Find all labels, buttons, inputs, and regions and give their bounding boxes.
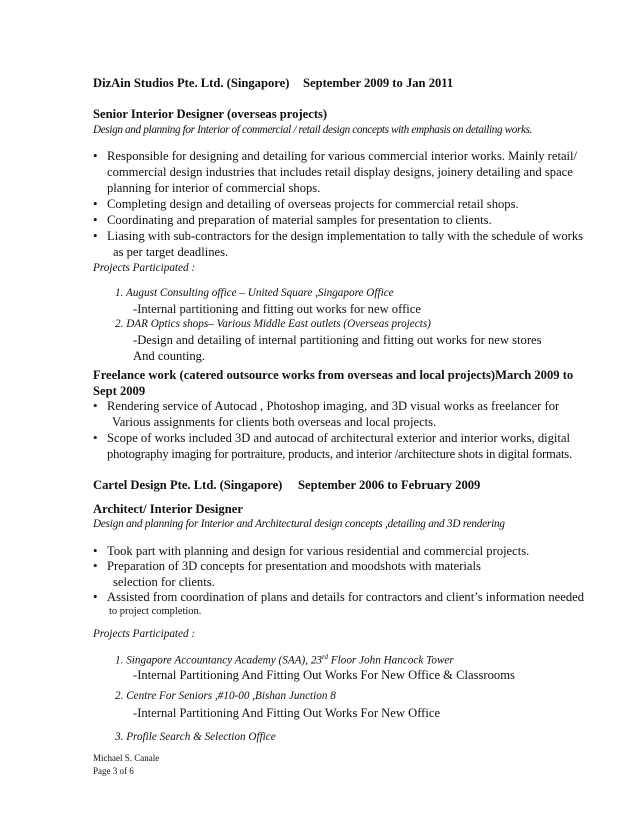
job2-bullet2-line1: Preparation of 3D concepts for presentation and moodshots with materials [107,559,481,573]
job2-project3-title: 3. Profile Search & Selection Office [115,731,276,743]
freelance-bullet1-line1: Rendering service of Autocad , Photoshop imaging, and 3D visual works as freelancer for [107,399,560,413]
job2-bullet3-line2: to project completion. [109,606,202,617]
job1-project2-title: 2. DAR Optics shops– Various Middle East outlets (Overseas projects) [115,318,431,330]
job1-project1-line: -Internal partitioning and fitting out works for new office [133,302,421,316]
job2-project2-line: -Internal Partitioning And Fitting Out Works For New Office [133,706,441,720]
bullet-icon: • [93,148,98,163]
bullet-icon: • [93,196,98,211]
bullet-icon: • [93,398,98,413]
job1-subtitle: Design and planning for Interior of commercial / retail design concepts with emphasis on detailing works. [93,124,533,136]
job2-dates: September 2006 to February 2009 [298,478,481,492]
freelance-bullet2-line2: photography imaging for portraiture, products, and interior /architecture shots in digital formats. [107,447,572,461]
footer-name: Michael S. Canale [93,753,160,763]
freelance-title-line2: Sept 2009 [93,384,146,398]
job1-bullet2: Completing design and detailing of overseas projects for commercial retail shops. [107,197,519,211]
job2-project2-title: 2. Centre For Seniors ,#10-00 ,Bishan Junction 8 [115,690,336,702]
job1-dates: September 2009 to Jan 2011 [303,76,454,90]
bullet-icon: • [93,558,98,573]
job1-title: Senior Interior Designer (overseas projects) [93,107,328,121]
job2-bullet2-line2: selection for clients. [113,575,215,589]
freelance-title-line1: Freelance work (catered outsource works from overseas and local projects)March 2009 to [93,368,574,382]
job1-project2-line1: -Design and detailing of internal partitioning and fitting out works for new stores [133,333,542,347]
job1-bullet1-line2: commercial design industries that includes retail display designs, joinery detailing and space [107,165,573,179]
job1-project2-line2: And counting. [133,349,206,363]
job1-company: DizAin Studios Pte. Ltd. (Singapore) [93,76,290,90]
job2-projects-label: Projects Participated : [93,628,196,640]
job1-bullet3: Coordinating and preparation of material samples for presentation to clients. [107,213,492,227]
job1-bullet1-line1: Responsible for designing and detailing for various commercial interior works. Mainly retail/ [107,149,578,163]
bullet-icon: • [93,430,98,445]
footer-page-number: Page 3 of 6 [93,766,134,776]
bullet-icon: • [93,228,98,243]
bullet-icon: • [93,212,98,227]
job2-bullet3-line1: Assisted from coordination of plans and details for contractors and client’s information needed [107,590,585,604]
job1-bullet1-line3: planning for interior of commercial shops. [107,181,321,195]
job2-project1-line: -Internal Partitioning And Fitting Out Works For New Office & Classrooms [133,668,515,682]
job1-bullet4-line1: Liasing with sub-contractors for the design implementation to tally with the schedule of works [107,229,584,243]
bullet-icon: • [93,589,98,604]
job1-project1-title: 1. August Consulting office – United Square ,Singapore Office [115,287,394,299]
job1-projects-label: Projects Participated : [93,262,196,274]
freelance-bullet2-line1: Scope of works included 3D and autocad of architectural exterior and interior works, digital [107,431,571,445]
job2-bullet1: Took part with planning and design for various residential and commercial projects. [107,544,530,558]
bullet-icon: • [93,543,98,558]
job2-company: Cartel Design Pte. Ltd. (Singapore) [93,478,283,492]
job1-bullet4-line2: as per target deadlines. [113,245,229,259]
job2-title: Architect/ Interior Designer [93,502,243,516]
job2-project1-title: 1. Singapore Accountancy Academy (SAA), 23rd Floor John Hancock Tower [115,653,454,667]
freelance-bullet1-line2: Various assignments for clients both overseas and local projects. [112,415,437,429]
job2-subtitle: Design and planning for Interior and Architectural design concepts ,detailing and 3D rendering [93,518,505,530]
